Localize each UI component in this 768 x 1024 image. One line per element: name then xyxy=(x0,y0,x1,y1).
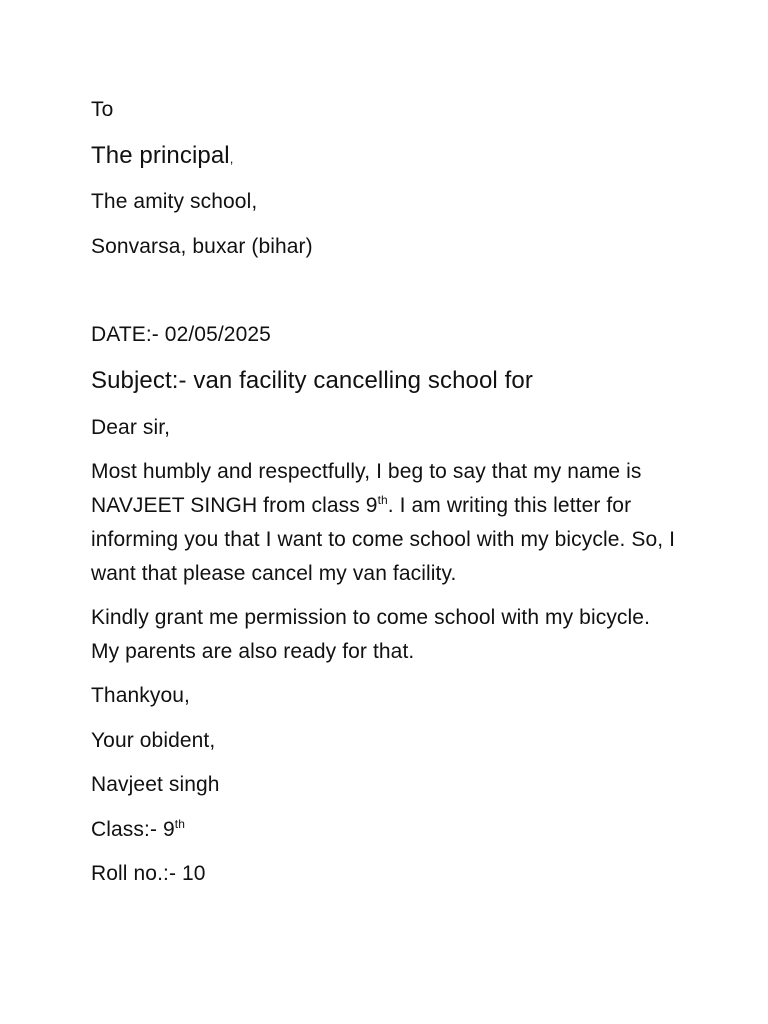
body-paragraph-1 xyxy=(91,455,681,591)
recipient-address: Sonvarsa, buxar (bihar) xyxy=(91,235,313,258)
recipient-school: The amity school, xyxy=(91,190,258,213)
sender-name: Navjeet singh xyxy=(91,773,220,796)
closing-sign-off: Your obident, xyxy=(91,729,216,752)
body-paragraph-2: Kindly grant me permission to come school with my bicycle. My parents are also ready for that. xyxy=(91,606,651,663)
sender-class-label: Class:- 9 xyxy=(91,818,175,841)
recipient-title xyxy=(91,141,233,174)
recipient-title-comma: , xyxy=(229,151,234,166)
sender-class xyxy=(91,817,185,843)
letter-date: DATE:- 02/05/2025 xyxy=(91,323,271,346)
sender-roll: Roll no.:- 10 xyxy=(91,862,206,885)
salutation: Dear sir, xyxy=(91,416,171,439)
closing-thanks: Thankyou, xyxy=(91,684,190,707)
class-superscript: th xyxy=(377,493,388,507)
recipient-title-text: The principal xyxy=(91,142,230,169)
sender-class-superscript: th xyxy=(174,817,185,831)
body-paragraph-1-end: . I am writing this letter for informing you that I want to come school with my bicycle. So, I want that please cancel my van facility. xyxy=(91,494,676,585)
to-line: To xyxy=(91,98,114,121)
body-paragraph-1-start: Most humbly and respectfully, I beg to say that my name is NAVJEET SINGH from class 9 xyxy=(91,460,642,517)
letter-subject: Subject:- van facility cancelling school for xyxy=(91,367,533,394)
